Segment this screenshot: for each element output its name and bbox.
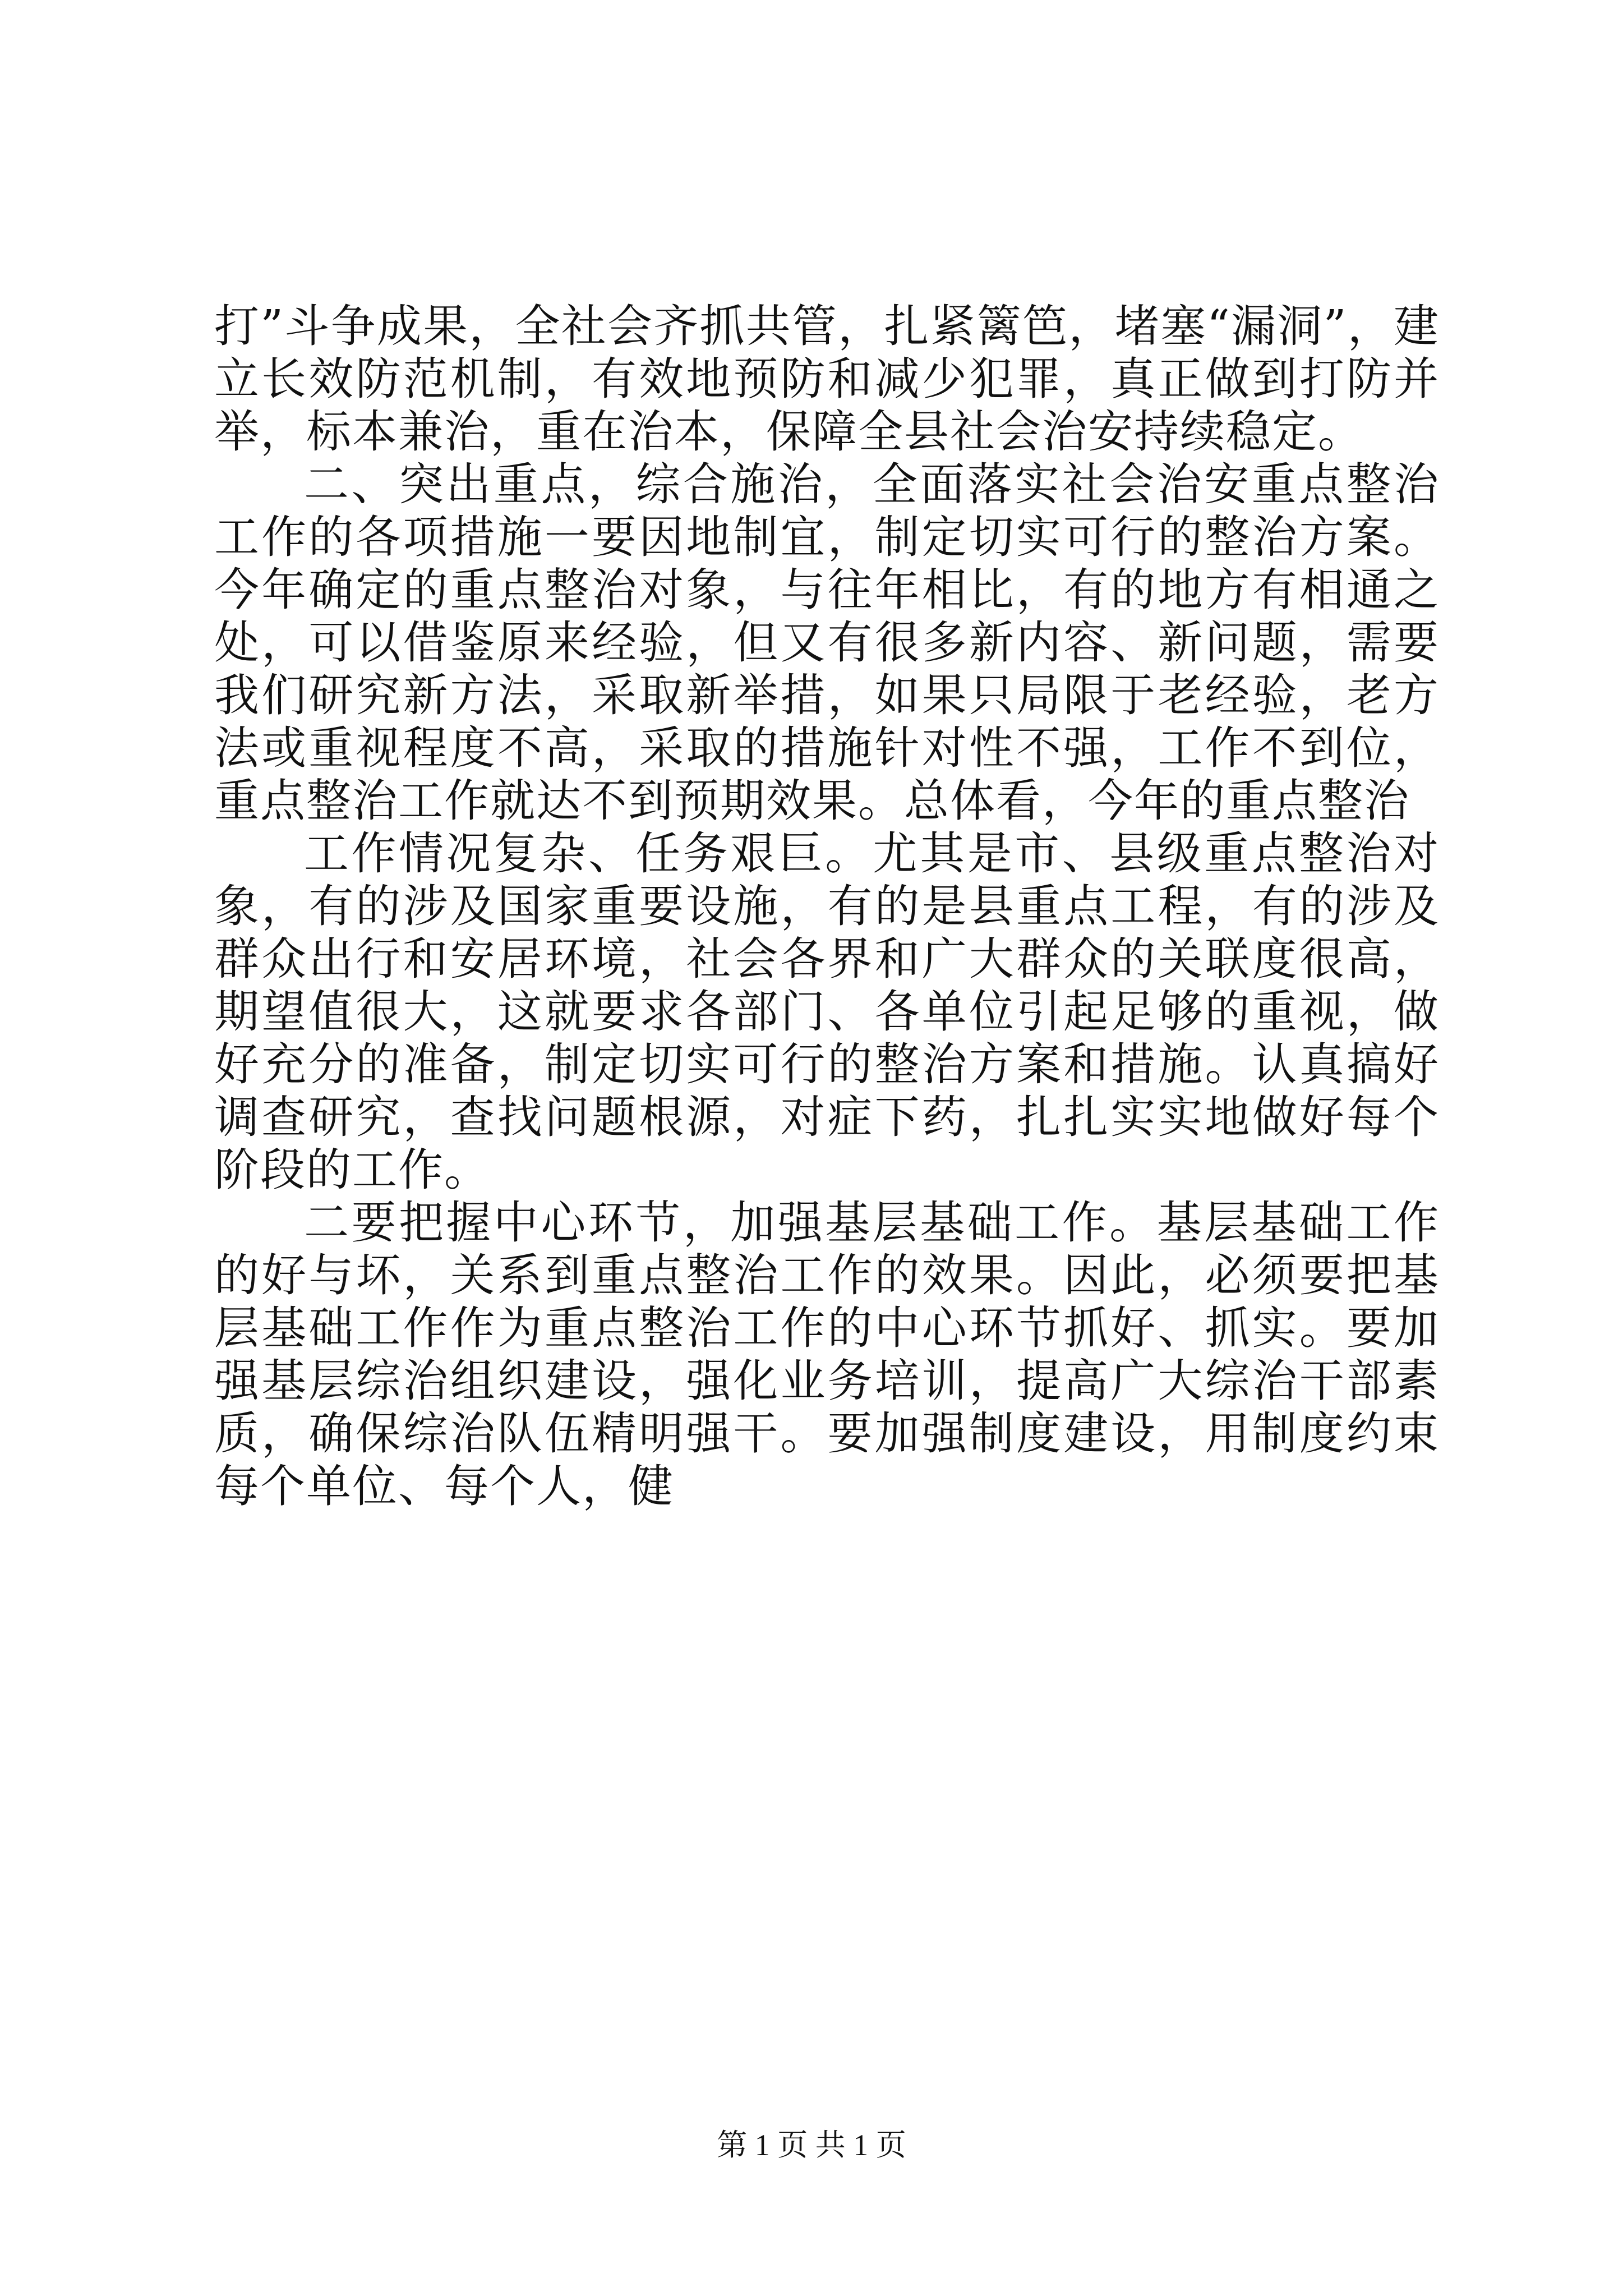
paragraph-section-two: 二、突出重点，综合施治，全面落实社会治安重点整治工作的各项措施一要因地制宜，制定切实可行的整治方案。今年确定的重点整治对象，与往年相比，有的地方有相通之处，可以借鉴原来经验，但又有很多新内容、新问题，需要我们研究新方法，采取新举措，如果只局限于老经验，老方法或重视程度不高，采取的措施针对性不强，工作不到位，重点整治工作就达不到预期效果。总体看，今年的重点整治 bbox=[214, 458, 1440, 827]
page-footer: 第 1 页 共 1 页 bbox=[717, 2128, 906, 2162]
document-body bbox=[214, 300, 1440, 1513]
paragraph-grassroots: 二要把握中心环节，加强基层基础工作。基层基础工作的好与坏，关系到重点整治工作的效果。因此，必须要把基层基础工作作为重点整治工作的中心环节抓好、抓实。要加强基层综治组织建设，强化业务培训，提高广大综治干部素质，确保综治队伍精明强干。要加强制度建设，用制度约束每个单位、每个人，健 bbox=[214, 1197, 1440, 1512]
paragraph-continuation: 打”斗争成果，全社会齐抓共管，扎紧篱笆，堵塞“漏洞”，建立长效防范机制，有效地预防和减少犯罪，真正做到打防并举，标本兼治，重在治本，保障全县社会治安持续稳定。 bbox=[214, 300, 1440, 458]
paragraph-work-situation: 工作情况复杂、任务艰巨。尤其是市、县级重点整治对象，有的涉及国家重要设施，有的是县重点工程，有的涉及群众出行和安居环境，社会各界和广大群众的关联度很高，期望值很大，这就要求各部门、各单位引起足够的重视，做好充分的准备，制定切实可行的整治方案和措施。认真搞好调查研究，查找问题根源，对症下药，扎扎实实地做好每个阶段的工作。 bbox=[214, 827, 1440, 1196]
